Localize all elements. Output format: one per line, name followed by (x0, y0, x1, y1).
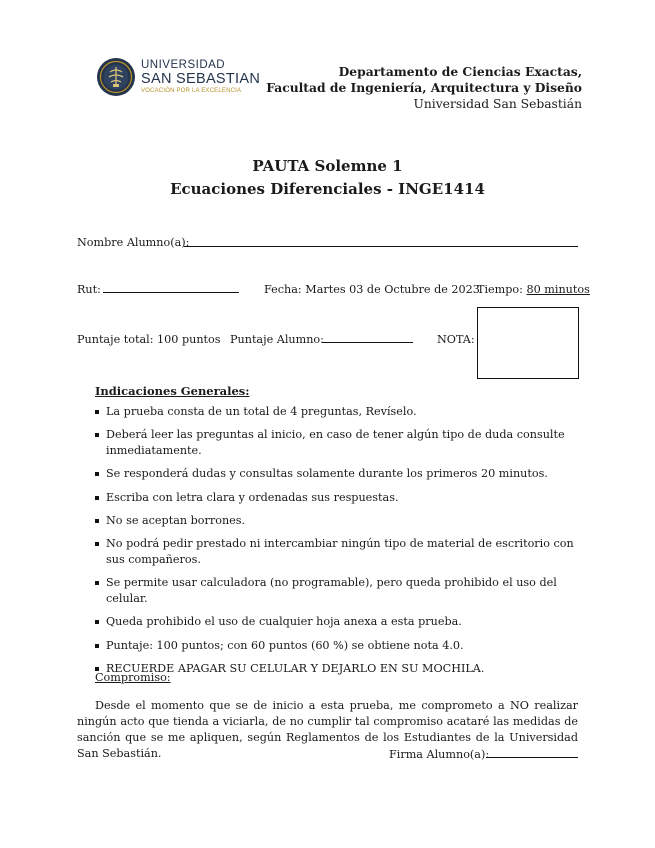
instruction-item: Se permite usar calculadora (no programable), pero queda prohibido el uso del celular. (92, 575, 578, 607)
bullet-icon (95, 644, 99, 648)
bullet-icon (95, 620, 99, 624)
time-row (477, 283, 590, 296)
logo-wordmark (141, 60, 260, 94)
logo-line2: SAN SEBASTIAN (141, 70, 261, 87)
time-label: Tiempo: (477, 283, 523, 296)
instructions-title: Indicaciones Generales: (95, 384, 250, 398)
signature-field[interactable] (486, 757, 578, 758)
logo-tagline: VOCACIÓN POR LA EXCELENCIA (141, 88, 242, 94)
name-field[interactable] (184, 246, 578, 247)
student-score-field[interactable] (322, 342, 413, 343)
exam-title: PAUTA Solemne 1 (252, 157, 403, 175)
bullet-icon (95, 519, 99, 523)
bullet-icon (95, 581, 99, 585)
commitment-text: Desde el momento que se de inicio a esta prueba, me comprometo a NO realizar ningún acto que tienda a viciarla, de no cumplir tal compromiso acataré las medidas de sanción que se me apliquen, según Reglamentos de los Estudiantes de la Universidad San Sebastián. (77, 699, 578, 760)
instruction-item: No se aceptan borrones. (92, 513, 578, 529)
department-header (266, 64, 582, 112)
total-score: Puntaje total: 100 puntos (77, 333, 221, 346)
instruction-item: Deberá leer las preguntas al inicio, en caso de tener algún tipo de duda consulte inmediatamente. (92, 427, 578, 459)
university-name: Universidad San Sebastián (413, 97, 582, 111)
bullet-icon (95, 433, 99, 437)
instruction-item: No podrá pedir prestado ni intercambiar ningún tipo de material de escritorio con sus compañeros. (92, 536, 578, 568)
bullet-icon (95, 410, 99, 414)
signature-label: Firma Alumno(a): (389, 748, 490, 761)
course-title: Ecuaciones Diferenciales - INGE1414 (170, 180, 485, 198)
bullet-icon (95, 496, 99, 500)
instructions-list (92, 404, 578, 684)
time-value: 80 minutos (526, 283, 590, 296)
rut-field[interactable] (103, 292, 239, 293)
name-label: Nombre Alumno(a): (77, 236, 190, 249)
logo-line1: UNIVERSIDAD (141, 59, 226, 71)
bullet-icon (95, 542, 99, 546)
faculty-name: Facultad de Ingeniería, Arquitectura y Diseño (266, 80, 582, 95)
student-score-label: Puntaje Alumno: (230, 333, 324, 346)
instruction-item: Puntaje: 100 puntos; con 60 puntos (60 %) se obtiene nota 4.0. (92, 638, 578, 654)
exam-date: Fecha: Martes 03 de Octubre de 2023 (264, 283, 480, 296)
instruction-item: Queda prohibido el uso de cualquier hoja anexa a esta prueba. (92, 614, 578, 630)
instruction-item: Escriba con letra clara y ordenadas sus respuestas. (92, 490, 578, 506)
instruction-item: La prueba consta de un total de 4 preguntas, Revíselo. (92, 404, 578, 420)
instruction-item: RECUERDE APAGAR SU CELULAR Y DEJARLO EN SU MOCHILA. (92, 661, 578, 677)
commitment-title: Compromiso: (95, 671, 171, 684)
university-seal-icon (96, 57, 136, 97)
rut-label: Rut: (77, 283, 101, 296)
instruction-item: Se responderá dudas y consultas solamente durante los primeros 20 minutos. (92, 466, 578, 482)
grade-label: NOTA: (437, 333, 475, 346)
department-name: Departamento de Ciencias Exactas, (338, 64, 582, 79)
bullet-icon (95, 472, 99, 476)
grade-box[interactable] (477, 307, 579, 379)
